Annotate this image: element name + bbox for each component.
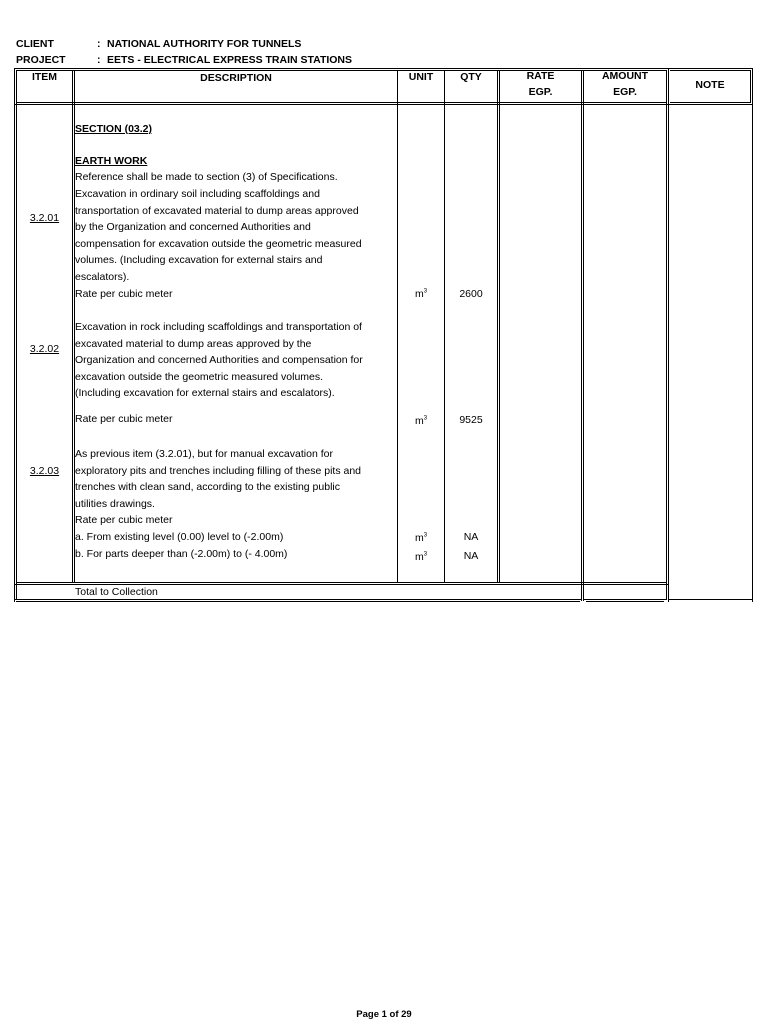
section-reference: Reference shall be made to section (3) of Specifications. (75, 171, 338, 183)
col-header-amount: AMOUNT (601, 70, 649, 82)
item-rate-line: Rate per cubic meter (75, 413, 173, 425)
description-line: Excavation in ordinary soil including scaffoldings and (75, 188, 320, 200)
project-value: EETS - ELECTRICAL EXPRESS TRAIN STATIONS (107, 54, 353, 66)
description-line: excavation outside the geometric measured volumes. (75, 370, 324, 383)
item-description (75, 186, 397, 302)
page-number: Page 1 of 29 (356, 1009, 412, 1020)
client-separator: : (97, 38, 101, 50)
description-line: (Including excavation for external stairs and escalators). (75, 387, 335, 400)
description-line: excavated material to dump areas approved by the (75, 337, 312, 350)
col-header-amount-currency: EGP. (613, 86, 637, 98)
description-line: utilities drawings. (75, 497, 155, 510)
section-subheading: EARTH WORK (75, 155, 148, 167)
col-header-description: DESCRIPTION (200, 72, 272, 84)
item-qty: 2600 (459, 288, 483, 300)
project-separator: : (97, 54, 101, 66)
col-header-rate-currency: EGP. (528, 86, 553, 98)
item-unit: $m^3$ (414, 288, 428, 300)
section-heading: SECTION (03.2) (75, 123, 153, 135)
description-line: Excavation in rock including scaffoldings and transportation of (75, 321, 362, 333)
sub-item-text: b. For parts deeper than (-2.00m) to (- 4.00m) (75, 548, 288, 560)
description-line: Organization and concerned Authorities and compensation for (75, 354, 363, 367)
item-unit: $m^3$ (414, 415, 428, 427)
item-number: 3.2.02 (29, 343, 60, 355)
item-number: 3.2.01 (29, 212, 60, 224)
sub-item-unit: $m^3$ (414, 532, 428, 544)
description-line: Rate per cubic meter (75, 287, 173, 300)
description-line: escalators). (75, 270, 130, 283)
item-description (75, 446, 397, 529)
description-line: exploratory pits and trenches including filling of these pits and (75, 464, 362, 477)
col-header-qty: QTY (460, 71, 482, 83)
description-line: volumes. (Including excavation for external stairs and (75, 254, 323, 267)
col-header-item: ITEM (31, 71, 58, 83)
description-line: Rate per cubic meter (75, 514, 173, 527)
client-value: NATIONAL AUTHORITY FOR TUNNELS (107, 38, 302, 50)
sub-item-qty: NA (463, 550, 479, 562)
description-line: trenches with clean sand, according to the existing public (75, 481, 340, 494)
sub-item-unit: $m^3$ (414, 551, 428, 563)
col-header-unit: UNIT (408, 71, 434, 83)
description-line: by the Organization and concerned Authorities and (75, 221, 311, 234)
sub-item-qty: NA (463, 531, 479, 543)
description-line: As previous item (3.2.01), but for manual excavation for (75, 448, 333, 460)
item-qty: 9525 (459, 414, 483, 426)
total-label: Total to Collection (75, 586, 158, 598)
description-line: transportation of excavated material to dump areas approved (75, 204, 359, 217)
sub-item-text: a. From existing level (0.00) level to (-2.00m) (75, 531, 284, 543)
col-header-note: NOTE (695, 79, 725, 91)
description-line: compensation for excavation outside the geometric measured (75, 237, 362, 250)
client-label: CLIENT (16, 38, 54, 50)
col-header-rate: RATE (526, 70, 555, 82)
project-label: PROJECT (16, 54, 66, 66)
item-number: 3.2.03 (29, 465, 60, 477)
item-description (75, 319, 397, 402)
